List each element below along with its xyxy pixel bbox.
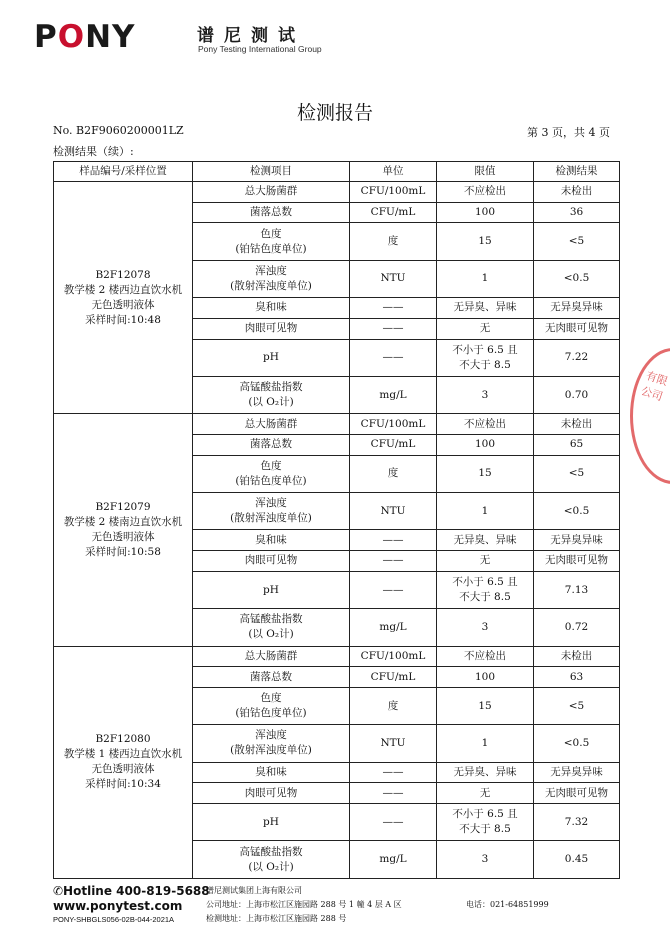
test-item-name: 臭和味 xyxy=(255,533,287,546)
logo-chinese-name: 谱尼测试 xyxy=(197,26,305,46)
sample-id: B2F12078 xyxy=(95,268,151,281)
test-item-unit-note: (以 O₂计) xyxy=(248,860,294,873)
test-item-cell xyxy=(193,783,350,804)
test-item-cell xyxy=(193,841,350,879)
limit-value: 无异臭、异味 xyxy=(453,301,517,314)
continued-label: 检测结果（续）: xyxy=(53,145,134,158)
test-item-unit-note: (以 O₂计) xyxy=(248,628,294,641)
limit-cell xyxy=(437,571,534,608)
limit-value: 15 xyxy=(478,699,492,712)
test-item-cell xyxy=(193,493,350,530)
unit-cell: —— xyxy=(350,551,437,572)
result-cell: 无肉眼可见物 xyxy=(534,551,620,572)
limit-value: 3 xyxy=(481,853,489,866)
limit-value: 不小于 6.5 且 xyxy=(452,343,518,356)
limit-value: 不小于 6.5 且 xyxy=(452,576,518,588)
header-result: 检测结果 xyxy=(534,162,620,182)
result-cell: 无异臭异味 xyxy=(534,530,620,551)
test-item-cell xyxy=(193,223,350,260)
unit-cell: 度 xyxy=(350,223,437,260)
test-item-cell xyxy=(193,376,350,413)
test-item-unit-note: (铂钴色度单位) xyxy=(235,474,307,487)
sample-location: 教学楼 2 楼南边直饮水机 xyxy=(63,515,183,528)
result-cell: 未检出 xyxy=(534,414,620,435)
test-item-cell xyxy=(193,804,350,841)
test-item-name: 肉眼可见物 xyxy=(244,322,298,335)
limit-cell xyxy=(437,434,534,455)
limit-value: 1 xyxy=(481,272,489,285)
unit-cell: CFU/mL xyxy=(350,434,437,455)
limit-value: 无 xyxy=(479,786,491,799)
result-cell: 63 xyxy=(534,667,620,688)
limit-value: 无异臭、异味 xyxy=(453,533,517,546)
unit-cell: CFU/100mL xyxy=(350,414,437,435)
test-item-unit-note: (散射浑浊度单位) xyxy=(230,512,312,525)
sample-location: 教学楼 2 楼西边直饮水机 xyxy=(63,283,183,296)
sample-time: 采样时间:10:48 xyxy=(85,313,161,326)
test-item-cell xyxy=(193,646,350,667)
limit-value: 3 xyxy=(481,620,489,633)
unit-cell: —— xyxy=(350,339,437,376)
unit-cell: —— xyxy=(350,298,437,319)
sample-id: B2F12080 xyxy=(95,733,151,746)
document-title: 检测报告 xyxy=(296,102,373,124)
company-name: 谱尼测试集团上海有限公司 xyxy=(206,886,302,895)
seal-text: 有限公司 xyxy=(639,369,670,404)
phone-number: 电话：021-64851999 xyxy=(466,900,549,909)
logo-english-name: Pony Testing International Group xyxy=(198,44,322,54)
test-item-name: pH xyxy=(263,815,279,828)
header-sample: 样品编号/采样位置 xyxy=(54,162,193,182)
hotline: ✆Hotline 400-819-5688 xyxy=(53,884,210,898)
limit-cell xyxy=(437,687,534,724)
test-item-unit-note: (铂钴色度单位) xyxy=(235,707,307,720)
test-item-name: pH xyxy=(263,583,279,596)
result-cell: <0.5 xyxy=(534,260,620,297)
limit-cell xyxy=(437,455,534,492)
unit-cell: mg/L xyxy=(350,609,437,646)
test-item-name: 菌落总数 xyxy=(250,206,292,219)
test-item-cell xyxy=(193,551,350,572)
test-item-name: 臭和味 xyxy=(255,765,287,778)
unit-cell: CFU/mL xyxy=(350,202,437,223)
test-item-cell xyxy=(193,571,350,608)
result-cell: 36 xyxy=(534,202,620,223)
result-cell: <5 xyxy=(534,687,620,724)
unit-cell: 度 xyxy=(350,687,437,724)
header-item: 检测项目 xyxy=(193,162,350,182)
sample-location: 教学楼 1 楼西边直饮水机 xyxy=(63,748,183,761)
test-item-cell xyxy=(193,434,350,455)
table-header-row xyxy=(54,162,620,182)
test-item-cell xyxy=(193,609,350,646)
limit-cell xyxy=(437,223,534,260)
test-item-name: pH xyxy=(263,351,279,364)
limit-cell xyxy=(437,725,534,762)
limit-value: 100 xyxy=(474,206,496,219)
test-item-name: 浑浊度 xyxy=(255,497,287,510)
limit-cell xyxy=(437,783,534,804)
limit-value-line2: 不大于 8.5 xyxy=(459,358,511,371)
sample-info-cell xyxy=(54,646,193,879)
logo-wordmark: PONY xyxy=(34,19,136,55)
table-body xyxy=(54,182,620,879)
limit-cell xyxy=(437,667,534,688)
sample-state: 无色透明液体 xyxy=(91,763,155,776)
limit-cell xyxy=(437,493,534,530)
limit-value: 100 xyxy=(474,438,496,451)
limit-cell xyxy=(437,202,534,223)
test-item-name: 高锰酸盐指数 xyxy=(239,613,303,626)
limit-value: 无 xyxy=(479,322,491,335)
website-link[interactable]: www.ponytest.com xyxy=(53,899,183,913)
limit-cell xyxy=(437,182,534,203)
results-table xyxy=(53,161,620,879)
limit-value: 不应检出 xyxy=(464,417,506,430)
company-logo xyxy=(34,19,322,60)
test-item-cell xyxy=(193,687,350,724)
result-cell: <0.5 xyxy=(534,725,620,762)
test-item-cell xyxy=(193,530,350,551)
limit-value: 1 xyxy=(481,504,489,517)
sample-state: 无色透明液体 xyxy=(91,530,155,543)
test-item-unit-note: (铂钴色度单位) xyxy=(235,242,307,255)
limit-value: 不小于 6.5 且 xyxy=(452,808,518,821)
test-item-name: 色度 xyxy=(260,459,282,472)
sample-info-cell xyxy=(54,182,193,414)
test-item-cell xyxy=(193,762,350,783)
limit-value-line2: 不大于 8.5 xyxy=(459,823,511,836)
limit-cell xyxy=(437,646,534,667)
limit-cell xyxy=(437,804,534,841)
result-cell: <0.5 xyxy=(534,493,620,530)
test-item-cell xyxy=(193,318,350,339)
company-address: 公司地址：上海市松江区施园路 288 号 1 幢 4 层 A 区 xyxy=(206,900,402,909)
header-unit: 单位 xyxy=(350,162,437,182)
limit-cell xyxy=(437,414,534,435)
form-code: PONY-SHBGLS056-02B-044-2021A xyxy=(53,915,175,924)
test-address: 检测地址：上海市松江区施园路 288 号 xyxy=(206,914,347,923)
unit-cell: —— xyxy=(350,804,437,841)
sample-state: 无色透明液体 xyxy=(91,298,155,311)
limit-value: 1 xyxy=(481,736,489,749)
limit-value: 无异臭、异味 xyxy=(453,765,517,778)
test-item-cell xyxy=(193,414,350,435)
limit-cell xyxy=(437,260,534,297)
sample-time: 采样时间:10:58 xyxy=(85,545,161,558)
result-cell: 无异臭异味 xyxy=(534,762,620,783)
page-footer xyxy=(53,884,633,944)
result-cell: 65 xyxy=(534,434,620,455)
test-item-cell xyxy=(193,667,350,688)
header-limit: 限值 xyxy=(437,162,534,182)
limit-cell xyxy=(437,551,534,572)
unit-cell: CFU/mL xyxy=(350,667,437,688)
result-cell: 无肉眼可见物 xyxy=(534,318,620,339)
test-item-name: 菌落总数 xyxy=(250,670,292,683)
result-cell: 0.45 xyxy=(534,841,620,879)
test-item-name: 臭和味 xyxy=(255,301,287,314)
limit-value: 不应检出 xyxy=(464,649,506,662)
unit-cell: NTU xyxy=(350,260,437,297)
test-item-name: 浑浊度 xyxy=(255,264,287,277)
test-item-name: 肉眼可见物 xyxy=(244,786,298,799)
test-item-name: 浑浊度 xyxy=(255,729,287,742)
sample-info-cell xyxy=(54,414,193,646)
limit-value-line2: 不大于 8.5 xyxy=(459,591,511,603)
limit-value: 100 xyxy=(474,670,496,683)
test-item-unit-note: (散射浑浊度单位) xyxy=(230,744,312,757)
test-item-cell xyxy=(193,298,350,319)
unit-cell: —— xyxy=(350,571,437,608)
limit-cell xyxy=(437,376,534,413)
result-cell: 7.32 xyxy=(534,804,620,841)
test-item-name: 肉眼可见物 xyxy=(244,554,298,567)
test-item-name: 高锰酸盐指数 xyxy=(239,845,303,858)
test-item-cell xyxy=(193,202,350,223)
test-item-name: 总大肠菌群 xyxy=(244,649,298,662)
result-cell: <5 xyxy=(534,455,620,492)
test-item-cell xyxy=(193,725,350,762)
report-number: No. B2F9060200001LZ xyxy=(53,124,184,137)
test-item-cell xyxy=(193,455,350,492)
limit-cell xyxy=(437,318,534,339)
unit-cell: mg/L xyxy=(350,841,437,879)
limit-cell xyxy=(437,339,534,376)
limit-value: 无 xyxy=(479,554,491,567)
table-row xyxy=(54,414,620,435)
test-item-name: 色度 xyxy=(260,692,282,705)
sample-id: B2F12079 xyxy=(95,500,151,513)
limit-cell xyxy=(437,298,534,319)
result-cell: 0.70 xyxy=(534,376,620,413)
test-item-cell xyxy=(193,339,350,376)
unit-cell: CFU/100mL xyxy=(350,646,437,667)
unit-cell: mg/L xyxy=(350,376,437,413)
page-indicator: 第 3 页，共 4 页 xyxy=(527,126,610,139)
result-cell: <5 xyxy=(534,223,620,260)
result-cell: 无肉眼可见物 xyxy=(534,783,620,804)
result-cell: 无异臭异味 xyxy=(534,298,620,319)
sample-time: 采样时间:10:34 xyxy=(85,778,161,791)
unit-cell: —— xyxy=(350,762,437,783)
test-item-unit-note: (散射浑浊度单位) xyxy=(230,279,312,292)
table-row xyxy=(54,646,620,667)
test-item-name: 总大肠菌群 xyxy=(244,417,298,430)
test-item-name: 菌落总数 xyxy=(250,438,292,451)
limit-cell xyxy=(437,762,534,783)
result-cell: 未检出 xyxy=(534,646,620,667)
limit-cell xyxy=(437,609,534,646)
unit-cell: CFU/100mL xyxy=(350,182,437,203)
limit-value: 15 xyxy=(478,235,492,248)
limit-cell xyxy=(437,530,534,551)
result-cell: 7.22 xyxy=(534,339,620,376)
unit-cell: —— xyxy=(350,318,437,339)
unit-cell: 度 xyxy=(350,455,437,492)
test-item-name: 色度 xyxy=(260,227,282,240)
limit-value: 3 xyxy=(481,388,489,401)
limit-cell xyxy=(437,841,534,879)
test-item-unit-note: (以 O₂计) xyxy=(248,396,294,409)
result-cell: 7.13 xyxy=(534,571,620,608)
result-cell: 0.72 xyxy=(534,609,620,646)
test-item-cell xyxy=(193,182,350,203)
unit-cell: —— xyxy=(350,530,437,551)
test-item-name: 总大肠菌群 xyxy=(244,185,298,198)
test-item-cell xyxy=(193,260,350,297)
table-row xyxy=(54,182,620,203)
limit-value: 不应检出 xyxy=(464,185,506,198)
unit-cell: NTU xyxy=(350,725,437,762)
limit-value: 15 xyxy=(478,467,492,480)
unit-cell: NTU xyxy=(350,493,437,530)
unit-cell: —— xyxy=(350,783,437,804)
result-cell: 未检出 xyxy=(534,182,620,203)
test-item-name: 高锰酸盐指数 xyxy=(239,381,303,394)
